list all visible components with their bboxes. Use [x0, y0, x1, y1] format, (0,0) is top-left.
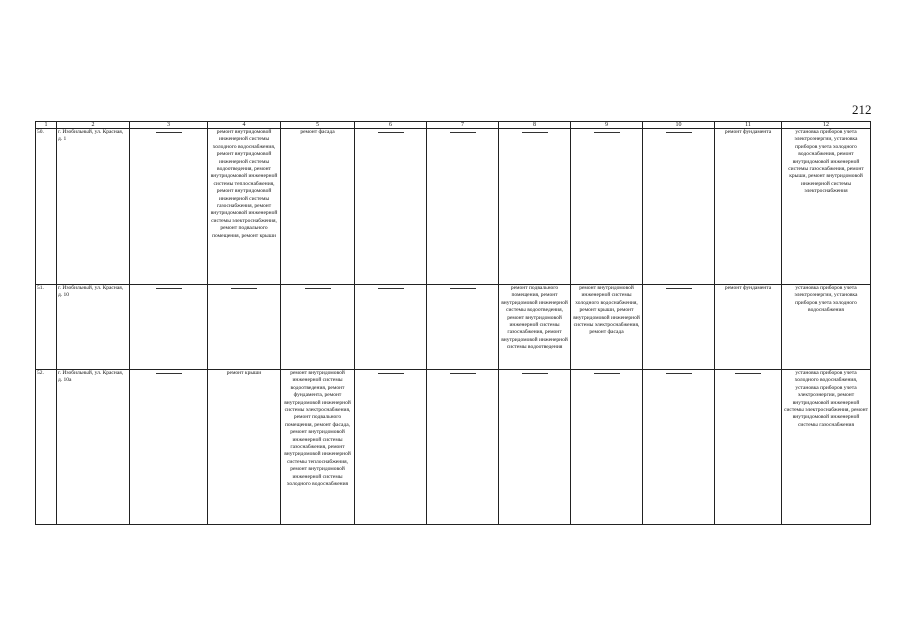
row-address: г. Изобильный, ул. Красная, д. 1 [57, 129, 130, 285]
empty-dash [450, 288, 476, 289]
empty-dash [156, 288, 182, 289]
work-cell: установка приборов учета холодного водоснабжения, установка приборов учета электроэнергии, ремонт внутридомовой инженерной системы электроснабжения, ремонт внутридомовой инженерной системы газоснабжения [782, 370, 871, 525]
empty-dash [522, 132, 548, 133]
work-cell [715, 370, 782, 525]
empty-dash [450, 132, 476, 133]
work-cell [499, 370, 571, 525]
row-number: 51. [36, 285, 57, 370]
work-cell: ремонт внутридомовой инженерной системы холодного водоснабжения, ремонт внутридомовой инженерной системы водоотведения, ремонт внутридомовой инженерной системы теплоснабжения, ремонт внутридомовой инженерной системы газоснабжения, ремонт внутридомовой инженерной системы электроснабжения, ремонт подвального помещения, ремонт крыши [208, 129, 281, 285]
work-cell [208, 285, 281, 370]
work-cell [130, 370, 208, 525]
table-row [36, 370, 871, 525]
row-address: г. Изобильный, ул. Красная, д. 10а [57, 370, 130, 525]
empty-dash [231, 288, 257, 289]
column-header: 5 [281, 122, 355, 129]
work-cell [355, 370, 427, 525]
empty-dash [378, 288, 404, 289]
column-header: 3 [130, 122, 208, 129]
empty-dash [305, 288, 331, 289]
work-cell: ремонт фундамента [715, 129, 782, 285]
work-cell [571, 129, 643, 285]
work-cell [643, 285, 715, 370]
work-cell [355, 285, 427, 370]
empty-dash [450, 373, 476, 374]
column-header: 9 [571, 122, 643, 129]
empty-dash [666, 288, 692, 289]
work-cell [427, 285, 499, 370]
work-cell: ремонт фундамента [715, 285, 782, 370]
work-cell [281, 285, 355, 370]
table-row [36, 129, 871, 285]
empty-dash [594, 132, 620, 133]
column-header: 8 [499, 122, 571, 129]
table-row [36, 285, 871, 370]
capital-repair-table [35, 121, 871, 525]
column-header: 1 [36, 122, 57, 129]
work-cell: установка приборов учета электроэнергии, установка приборов учета холодного водоснабжения [782, 285, 871, 370]
work-cell: установка приборов учета электроэнергии, установка приборов учета холодного водоснабжения, ремонт внутридомовой инженерной системы газоснабжения, ремонт крыши, ремонт внутридомовой инженерной системы электроснабжения [782, 129, 871, 285]
empty-dash [594, 373, 620, 374]
row-number: 50. [36, 129, 57, 285]
column-header: 4 [208, 122, 281, 129]
empty-dash [378, 132, 404, 133]
work-cell: ремонт крыши [208, 370, 281, 525]
work-cell: ремонт внутридомовой инженерной системы холодного водоснабжения, ремонт крыши, ремонт внутридомовой инженерной системы электроснабжения, ремонт фасада [571, 285, 643, 370]
page-number: 212 [852, 102, 872, 117]
column-number-row [36, 122, 871, 129]
column-header: 10 [643, 122, 715, 129]
work-cell [643, 370, 715, 525]
work-cell [643, 129, 715, 285]
work-cell [130, 129, 208, 285]
empty-dash [156, 373, 182, 374]
column-header: 6 [355, 122, 427, 129]
empty-dash [735, 373, 761, 374]
row-number: 52. [36, 370, 57, 525]
work-cell: ремонт фасада [281, 129, 355, 285]
empty-dash [156, 132, 182, 133]
empty-dash [378, 373, 404, 374]
column-header: 12 [782, 122, 871, 129]
column-header: 7 [427, 122, 499, 129]
work-cell: ремонт подвального помещения, ремонт внутридомовой инженерной системы водоотведения, ремонт внутридомовой инженерной системы газоснабжения, ремонт внутридомовой инженерной системы водоотведения [499, 285, 571, 370]
work-cell: ремонт внутридомовой инженерной системы водоотведения, ремонт фундамента, ремонт внутридомовой инженерной системы электроснабжения, ремонт подвального помещения, ремонт фасада, ремонт внутридомовой инженерной системы газоснабжения, ремонт внутридомовой инженерной системы теплоснабжения, ремонт внутридомовой инженерной системы холодного водоснабжения [281, 370, 355, 525]
empty-dash [522, 373, 548, 374]
work-cell [571, 370, 643, 525]
work-cell [499, 129, 571, 285]
empty-dash [666, 373, 692, 374]
work-cell [130, 285, 208, 370]
column-header: 11 [715, 122, 782, 129]
work-cell [427, 129, 499, 285]
row-address: г. Изобильный, ул. Красная, д. 10 [57, 285, 130, 370]
empty-dash [666, 132, 692, 133]
work-cell [355, 129, 427, 285]
column-header: 2 [57, 122, 130, 129]
work-cell [427, 370, 499, 525]
